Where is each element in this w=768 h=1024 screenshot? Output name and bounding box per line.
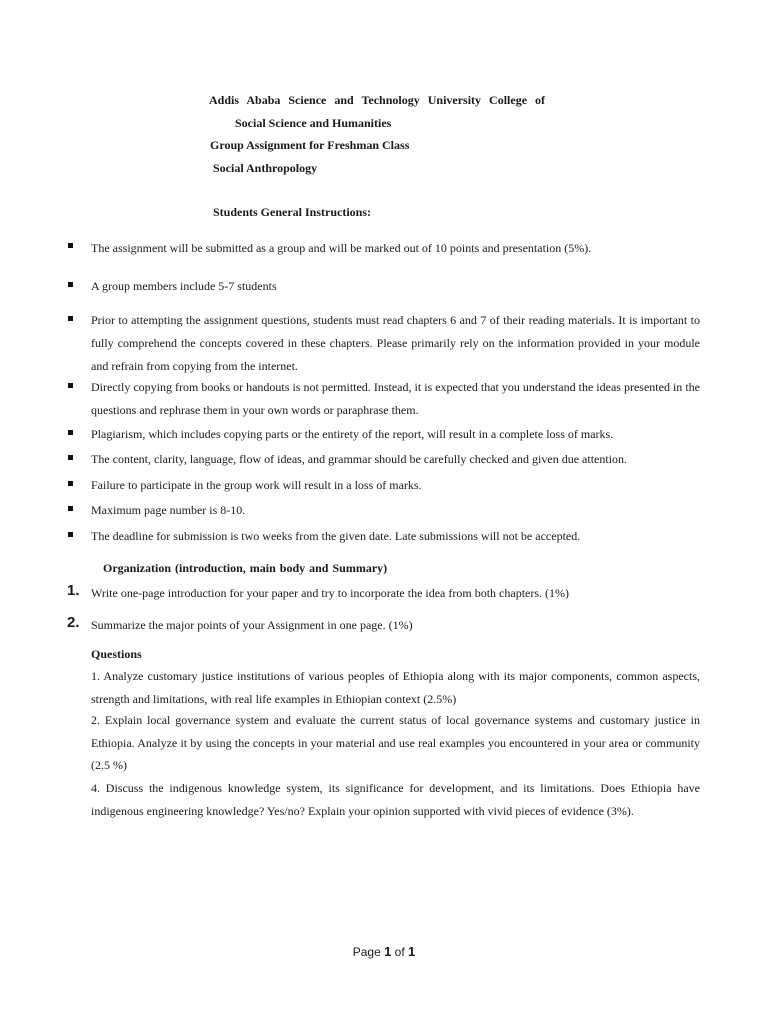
assignment-heading: Group Assignment for Freshman Class <box>210 138 410 152</box>
university-college-heading: Addis Ababa Science and Technology University College of <box>209 93 546 107</box>
instruction-item: Plagiarism, which includes copying parts or the entirety of the report, will result in a complete loss of marks. <box>91 427 614 441</box>
organization-item-number: 1. <box>67 582 80 599</box>
organization-item: Write one-page introduction for your paper and try to incorporate the idea from both chapters. (1%) <box>91 586 570 600</box>
of-label: of <box>394 945 405 959</box>
bullet-icon <box>68 532 73 537</box>
instructions-heading: Students General Instructions: <box>213 205 372 219</box>
instruction-item: Directly copying from books or handouts is not permitted. Instead, it is expected that you understand the ideas presented in the questions and rephrase them in your own words or paraphrase them. <box>91 380 700 417</box>
course-heading: Social Anthropology <box>213 161 318 175</box>
question-item: 4. Discuss the indigenous knowledge system, its significance for development, and its limitations. Does Ethiopia have indigenous engineering knowledge? Yes/no? Explain your opinion supported with vivid pieces of evidence (3%). <box>91 781 700 818</box>
faculty-heading: Social Science and Humanities <box>235 116 392 130</box>
instruction-item: Maximum page number is 8-10. <box>91 503 246 517</box>
bullet-icon <box>68 383 73 388</box>
bullet-icon <box>68 455 73 460</box>
current-page-number: 1 <box>384 944 392 959</box>
bullet-icon <box>68 282 73 287</box>
bullet-icon <box>68 316 73 321</box>
questions-heading: Questions <box>91 647 142 661</box>
bullet-icon <box>68 506 73 511</box>
instruction-item: The content, clarity, language, flow of ideas, and grammar should be carefully checked and given due attention. <box>91 452 628 466</box>
page-number-footer <box>0 944 768 959</box>
organization-item: Summarize the major points of your Assignment in one page. (1%) <box>91 618 413 632</box>
total-pages-number: 1 <box>408 944 416 959</box>
organization-item-number: 2. <box>67 614 80 631</box>
instruction-item: A group members include 5-7 students <box>91 279 277 293</box>
bullet-icon <box>68 481 73 486</box>
bullet-icon <box>68 243 73 248</box>
instruction-item: The deadline for submission is two weeks from the given date. Late submissions will not be accepted. <box>91 529 581 543</box>
instruction-item: Failure to participate in the group work will result in a loss of marks. <box>91 478 422 492</box>
instruction-item: The assignment will be submitted as a group and will be marked out of 10 points and presentation (5%). <box>91 241 592 255</box>
organization-heading: Organization (introduction, main body and Summary) <box>103 561 388 575</box>
page-label: Page <box>352 945 381 959</box>
bullet-icon <box>68 430 73 435</box>
question-item: 1. Analyze customary justice institutions of various peoples of Ethiopia along with its major components, common aspects, strength and limitations, with real life examples in Ethiopian context (2.5%) <box>91 669 700 706</box>
question-item: 2. Explain local governance system and evaluate the current status of local governance systems and customary justice in Ethiopia. Analyze it by using the concepts in your material and use real examples you encountered in your area or community (2.5 %) <box>91 713 700 772</box>
instruction-item: Prior to attempting the assignment questions, students must read chapters 6 and 7 of their reading materials. It is important to fully comprehend the concepts covered in these chapters. Please primarily rely on the information provided in your module and refrain from copying from the internet. <box>91 313 700 373</box>
